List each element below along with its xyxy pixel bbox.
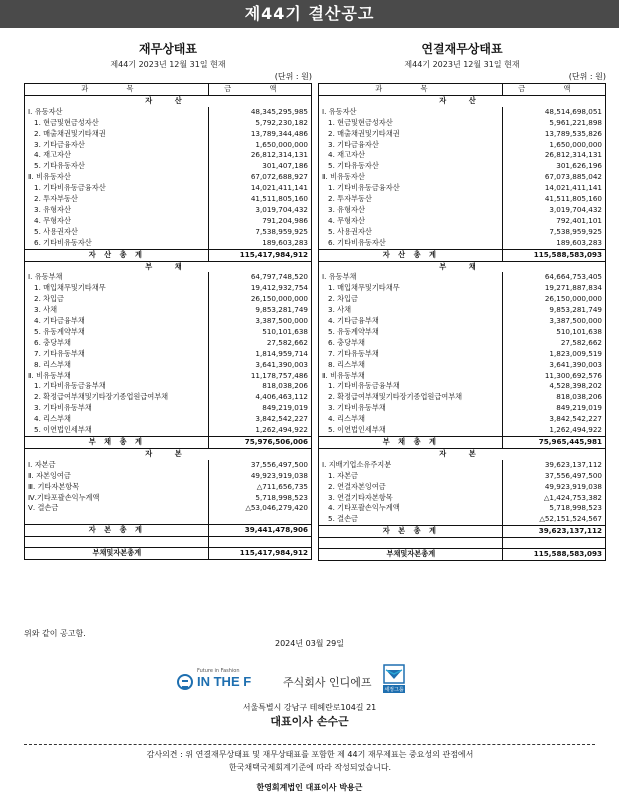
row-amount: 48,345,295,985 <box>208 107 311 118</box>
consolidated-balance-sheet-table <box>318 83 606 561</box>
table-row <box>25 107 312 118</box>
row-label: 부채및자본총계 <box>319 549 503 561</box>
row-label: 3. 사채 <box>34 305 58 315</box>
row-label: 5. 유동계약부채 <box>34 326 85 336</box>
row-label: Ⅳ.기타포괄손익누계액 <box>28 492 100 502</box>
row-label: 8. 리스부채 <box>328 359 365 369</box>
table-row <box>25 272 312 283</box>
table-row <box>25 548 312 560</box>
row-label: 7. 기타유동부채 <box>328 348 379 358</box>
row-label: 부채및자본총계 <box>25 548 209 560</box>
row-amount: 818,038,206 <box>208 381 311 392</box>
table-row <box>25 316 312 327</box>
group-badge-icon <box>383 664 405 694</box>
row-label: Ⅲ. 기타자본항목 <box>28 481 80 491</box>
row-amount: 791,204,986 <box>208 216 311 227</box>
table-row <box>25 249 312 261</box>
table-row <box>319 526 606 538</box>
row-amount: 75,976,506,006 <box>208 437 311 449</box>
company-name: 주식회사 인디에프 <box>283 676 372 689</box>
row-amount: 115,588,583,093 <box>502 249 605 261</box>
row-label: 1. 기타비유동금융부채 <box>34 381 106 391</box>
table-row <box>25 503 312 514</box>
section-heading: 자 본 <box>145 448 192 458</box>
row-amount: 5,961,221,898 <box>502 118 605 129</box>
table-row <box>319 227 606 238</box>
table-row <box>25 338 312 349</box>
row-label: 3. 유형자산 <box>328 204 365 214</box>
row-amount: 19,271,887,834 <box>502 283 605 294</box>
notice-date: 2024년 03월 29일 <box>275 639 344 648</box>
table-row <box>25 238 312 249</box>
table-row <box>319 471 606 482</box>
table-row <box>319 161 606 172</box>
row-amount: 14,021,411,141 <box>208 183 311 194</box>
row-amount: 849,219,019 <box>502 403 605 414</box>
row-label: Ⅴ. 결손금 <box>28 503 59 513</box>
row-label: 자 본 총 계 <box>319 526 503 538</box>
table-row <box>25 216 312 227</box>
table-row <box>319 107 606 118</box>
row-label: 2. 매출채권및기타채권 <box>34 128 106 138</box>
row-amount: 3,842,542,227 <box>208 414 311 425</box>
table-row <box>25 349 312 360</box>
table-row <box>319 261 606 272</box>
audit-opinion <box>60 748 560 774</box>
row-amount: 37,556,497,500 <box>208 460 311 471</box>
row-amount: 115,417,984,912 <box>208 548 311 560</box>
row-label: 부 채 총 계 <box>25 437 209 449</box>
row-amount: 5,718,998,523 <box>502 503 605 514</box>
row-amount: 26,812,314,131 <box>502 150 605 161</box>
row-amount: 9,853,281,749 <box>502 305 605 316</box>
row-amount: 1,823,009,519 <box>502 349 605 360</box>
row-label: Ⅱ. 비유동자산 <box>322 172 365 182</box>
row-amount <box>502 538 605 549</box>
company-address: 서울특별시 강남구 테헤란로104길 21 <box>242 703 377 712</box>
row-label: 3. 기타금융자산 <box>328 139 379 149</box>
balance-sheet-panel <box>24 40 312 560</box>
table-row <box>25 305 312 316</box>
column-header-row <box>25 84 312 96</box>
row-amount: 792,401,101 <box>502 216 605 227</box>
row-label: 5. 사용권자산 <box>328 226 372 236</box>
table-row <box>319 316 606 327</box>
row-label <box>319 538 503 549</box>
row-amount: 1,650,000,000 <box>208 140 311 151</box>
row-amount: 26,150,000,000 <box>502 294 605 305</box>
table-row <box>319 238 606 249</box>
row-label: 6. 기타비유동자산 <box>34 237 92 247</box>
row-label: 4. 리스부채 <box>328 414 365 424</box>
balance-sheet-unit: (단위 : 원) <box>274 72 312 81</box>
balance-sheet-title: 재무상태표 <box>139 42 197 56</box>
consolidated-balance-sheet-title: 연결재무상태표 <box>421 42 503 56</box>
table-row <box>319 403 606 414</box>
row-label: 3. 사채 <box>328 305 352 315</box>
row-label: 자 산 총 계 <box>319 249 503 261</box>
logo-circle-icon <box>177 674 193 690</box>
audit-opinion-line-1: 감사의견 : 위 연결재무상태표 및 재무상태표를 포함한 제 44기 재무제표는 중요성의 관점에서 <box>146 750 474 759</box>
row-amount: 301,407,186 <box>208 161 311 172</box>
table-row <box>319 205 606 216</box>
table-row <box>319 118 606 129</box>
row-amount: 189,603,283 <box>208 238 311 249</box>
row-label: 6. 기타비유동자산 <box>328 237 386 247</box>
row-label: 5. 결손금 <box>328 514 358 524</box>
row-label: 자 본 총 계 <box>25 525 209 537</box>
row-amount: 64,664,753,405 <box>502 272 605 283</box>
row-amount: 49,923,919,038 <box>502 482 605 493</box>
row-amount: 26,150,000,000 <box>208 294 311 305</box>
row-label: 2. 차입금 <box>34 294 64 304</box>
notice-title: 제44기 결산공고 <box>244 4 375 23</box>
row-label: 4. 기타금융부채 <box>328 316 379 326</box>
row-amount: 67,073,885,042 <box>502 172 605 183</box>
row-amount: 64,797,748,520 <box>208 272 311 283</box>
table-row <box>25 161 312 172</box>
table-row <box>25 205 312 216</box>
row-amount: 39,623,137,112 <box>502 460 605 471</box>
row-label: 4. 재고자산 <box>34 150 71 160</box>
table-row <box>319 338 606 349</box>
table-row <box>319 172 606 183</box>
table-row <box>25 261 312 272</box>
row-label: Ⅰ. 유동부채 <box>322 272 357 282</box>
table-row <box>319 538 606 549</box>
table-row <box>319 549 606 561</box>
table-row <box>25 403 312 414</box>
table-row <box>319 216 606 227</box>
table-row <box>319 349 606 360</box>
row-label: 부 채 총 계 <box>319 437 503 449</box>
company-logo-row <box>175 664 475 696</box>
table-row <box>319 294 606 305</box>
row-amount: 9,853,281,749 <box>208 305 311 316</box>
row-label: Ⅰ. 자본금 <box>28 459 56 469</box>
row-label: 5. 기타유동자산 <box>328 161 379 171</box>
table-row <box>319 381 606 392</box>
row-label: 1. 현금및현금성자산 <box>34 117 99 127</box>
row-amount: 41,511,805,160 <box>208 194 311 205</box>
row-label: 6. 충당부채 <box>328 337 365 347</box>
row-amount: 3,019,704,432 <box>208 205 311 216</box>
balance-sheet-table <box>24 83 312 560</box>
row-label: 3. 기타비유동부채 <box>328 403 386 413</box>
row-amount: 48,514,698,051 <box>502 107 605 118</box>
table-row <box>319 249 606 261</box>
row-label: Ⅰ. 유동부채 <box>28 272 63 282</box>
row-label: 3. 기타금융자산 <box>34 139 85 149</box>
row-amount: 27,582,662 <box>502 338 605 349</box>
row-label: Ⅱ. 자본잉여금 <box>28 470 71 480</box>
table-row <box>319 305 606 316</box>
row-amount: 510,101,638 <box>208 327 311 338</box>
row-label: 2. 매출채권및기타채권 <box>328 128 400 138</box>
row-label: 2. 확정급여부채및기타장기종업원급여부채 <box>34 392 169 402</box>
row-amount: 3,842,542,227 <box>502 414 605 425</box>
column-header-amount: 금 액 <box>208 84 311 96</box>
row-amount: 115,588,583,093 <box>502 549 605 561</box>
section-heading: 자 산 <box>439 95 486 105</box>
table-row <box>25 294 312 305</box>
row-label: Ⅰ. 유동자산 <box>28 106 63 116</box>
row-label: Ⅰ. 유동자산 <box>322 106 357 116</box>
table-row <box>25 283 312 294</box>
row-amount: 5,718,998,523 <box>208 493 311 504</box>
table-row <box>319 129 606 140</box>
section-heading: 자 본 <box>439 448 486 458</box>
table-row <box>319 392 606 403</box>
table-row <box>25 150 312 161</box>
row-amount: 14,021,411,141 <box>502 183 605 194</box>
row-amount: 3,019,704,432 <box>502 205 605 216</box>
row-amount: 510,101,638 <box>502 327 605 338</box>
row-amount: 7,538,959,925 <box>208 227 311 238</box>
row-amount: 3,641,390,003 <box>502 360 605 371</box>
balance-sheet-date: 제44기 2023년 12월 31일 현재 <box>110 60 226 69</box>
section-heading: 자 산 <box>145 95 192 105</box>
row-label: 5. 유동계약부채 <box>328 326 379 336</box>
table-row <box>25 381 312 392</box>
table-row <box>319 183 606 194</box>
row-amount: 19,412,932,754 <box>208 283 311 294</box>
row-label: 1. 자본금 <box>328 470 358 480</box>
table-row <box>25 140 312 151</box>
row-label: 3. 기타비유동부채 <box>34 403 92 413</box>
table-row <box>25 425 312 436</box>
table-row <box>25 194 312 205</box>
row-amount: 1,650,000,000 <box>502 140 605 151</box>
row-amount: 11,178,757,486 <box>208 371 311 382</box>
row-amount: 849,219,019 <box>208 403 311 414</box>
row-label: 1. 매입채무및기타채무 <box>34 283 106 293</box>
row-amount: 49,923,919,038 <box>208 471 311 482</box>
table-row <box>319 140 606 151</box>
row-amount: 39,623,137,112 <box>502 526 605 538</box>
table-row <box>319 150 606 161</box>
section-heading: 부 채 <box>145 261 192 271</box>
row-amount: 27,582,662 <box>208 338 311 349</box>
row-label: 1. 기타비유동금융자산 <box>328 183 400 193</box>
column-header-row <box>319 84 606 96</box>
table-row <box>25 460 312 471</box>
row-label: 1. 현금및현금성자산 <box>328 117 393 127</box>
table-row <box>25 437 312 449</box>
row-label: 5. 이연법인세부채 <box>34 425 92 435</box>
table-row <box>25 482 312 493</box>
company-ceo: 대표이사 손수근 <box>270 715 349 728</box>
consolidated-balance-sheet-date: 제44기 2023년 12월 31일 현재 <box>404 60 520 69</box>
row-label: 4. 무형자산 <box>328 215 365 225</box>
row-label: 2. 연결자본잉여금 <box>328 481 386 491</box>
notice-statement: 위와 같이 공고함. <box>24 629 86 638</box>
row-amount: 39,441,478,906 <box>208 525 311 537</box>
row-amount: 13,789,344,486 <box>208 129 311 140</box>
row-label: 2. 투자부동산 <box>328 194 372 204</box>
table-row <box>319 327 606 338</box>
row-amount: 1,814,959,714 <box>208 349 311 360</box>
column-header-amount: 금 액 <box>502 84 605 96</box>
row-amount: △1,424,753,382 <box>502 493 605 504</box>
row-label: 4. 기타포괄손익누계액 <box>328 503 400 513</box>
row-amount: 1,262,494,922 <box>502 425 605 436</box>
table-row <box>25 360 312 371</box>
audit-opinion-line-2: 한국채택국제회계기준에 따라 작성되었습니다. <box>228 763 392 772</box>
table-row <box>319 194 606 205</box>
row-amount <box>208 537 311 548</box>
table-row <box>25 493 312 504</box>
row-label: 5. 기타유동자산 <box>34 161 85 171</box>
table-row <box>25 525 312 537</box>
row-label: 7. 기타유동부채 <box>34 348 85 358</box>
table-row <box>25 514 312 525</box>
row-amount: 67,072,688,927 <box>208 172 311 183</box>
row-amount: △53,046,279,420 <box>208 503 311 514</box>
row-label: 1. 기타비유동금융부채 <box>328 381 400 391</box>
table-row <box>319 437 606 449</box>
consolidated-balance-sheet-panel <box>318 40 606 561</box>
row-label: 자 산 총 계 <box>25 249 209 261</box>
table-row <box>319 514 606 525</box>
row-amount: 189,603,283 <box>502 238 605 249</box>
row-amount: 115,417,984,912 <box>208 249 311 261</box>
row-label: 2. 차입금 <box>328 294 358 304</box>
table-row <box>25 95 312 106</box>
row-label: 5. 이연법인세부채 <box>328 425 386 435</box>
row-label: 5. 사용권자산 <box>34 226 78 236</box>
table-row <box>319 482 606 493</box>
table-row <box>25 448 312 459</box>
column-header-item: 과 목 <box>319 84 503 96</box>
table-row <box>319 425 606 436</box>
row-amount: 7,538,959,925 <box>502 227 605 238</box>
row-label: 1. 기타비유동금융자산 <box>34 183 106 193</box>
row-label: 4. 기타금융부채 <box>34 316 85 326</box>
consolidated-balance-sheet-unit: (단위 : 원) <box>568 72 606 81</box>
row-amount <box>208 514 311 525</box>
logo-brand: IN THE F <box>197 674 252 689</box>
row-label: 4. 무형자산 <box>34 215 71 225</box>
table-row <box>25 371 312 382</box>
row-amount: 11,300,692,576 <box>502 371 605 382</box>
row-amount: 75,965,445,981 <box>502 437 605 449</box>
table-row <box>319 272 606 283</box>
row-label: 4. 재고자산 <box>328 150 365 160</box>
row-amount: 5,792,230,182 <box>208 118 311 129</box>
table-row <box>319 503 606 514</box>
row-label: Ⅱ. 비유동부채 <box>322 370 365 380</box>
row-amount: △711,656,735 <box>208 482 311 493</box>
row-amount: 37,556,497,500 <box>502 471 605 482</box>
table-row <box>25 183 312 194</box>
table-row <box>25 327 312 338</box>
row-amount: 41,511,805,160 <box>502 194 605 205</box>
row-amount: 3,387,500,000 <box>208 316 311 327</box>
divider <box>24 744 595 745</box>
row-amount: 301,626,196 <box>502 161 605 172</box>
table-row <box>25 118 312 129</box>
row-label <box>25 537 209 548</box>
row-label: Ⅰ. 지배기업소유주지분 <box>322 459 392 469</box>
row-label: 1. 매입채무및기타채무 <box>328 283 400 293</box>
table-row <box>25 414 312 425</box>
table-row <box>25 392 312 403</box>
table-row <box>319 283 606 294</box>
table-row <box>25 227 312 238</box>
table-row <box>319 371 606 382</box>
row-label: 3. 유형자산 <box>34 204 71 214</box>
row-label: 6. 충당부채 <box>34 337 71 347</box>
row-amount: 4,406,463,112 <box>208 392 311 403</box>
row-label: Ⅱ. 비유동자산 <box>28 172 71 182</box>
row-label: 4. 리스부채 <box>34 414 71 424</box>
table-row <box>25 537 312 548</box>
auditor-signature: 한영회계법인 대표이사 박용근 <box>256 783 363 792</box>
row-amount: △52,151,524,567 <box>502 514 605 525</box>
notice-header <box>0 0 619 28</box>
row-amount: 4,528,398,202 <box>502 381 605 392</box>
row-label: 2. 확정급여부채및기타장기종업원급여부채 <box>328 392 463 402</box>
row-amount: 3,641,390,003 <box>208 360 311 371</box>
table-row <box>319 448 606 459</box>
row-amount: 1,262,494,922 <box>208 425 311 436</box>
table-row <box>319 360 606 371</box>
row-amount: 818,038,206 <box>502 392 605 403</box>
row-label <box>25 514 209 525</box>
logo-tagline: Future in Fashion <box>197 668 240 674</box>
row-label: 2. 투자부동산 <box>34 194 78 204</box>
table-row <box>319 95 606 106</box>
section-heading: 부 채 <box>439 261 486 271</box>
company-logo <box>175 668 271 694</box>
group-badge-text: 세정그룹 <box>384 687 404 693</box>
row-amount: 26,812,314,131 <box>208 150 311 161</box>
row-label: Ⅱ. 비유동부채 <box>28 370 71 380</box>
table-row <box>25 172 312 183</box>
table-row <box>25 129 312 140</box>
row-amount: 13,789,535,826 <box>502 129 605 140</box>
column-header-item: 과 목 <box>25 84 209 96</box>
table-row <box>319 414 606 425</box>
row-label: 3. 연결기타자본항목 <box>328 492 393 502</box>
row-amount: 3,387,500,000 <box>502 316 605 327</box>
table-row <box>319 493 606 504</box>
table-row <box>25 471 312 482</box>
table-row <box>319 460 606 471</box>
row-label: 8. 리스부채 <box>34 359 71 369</box>
